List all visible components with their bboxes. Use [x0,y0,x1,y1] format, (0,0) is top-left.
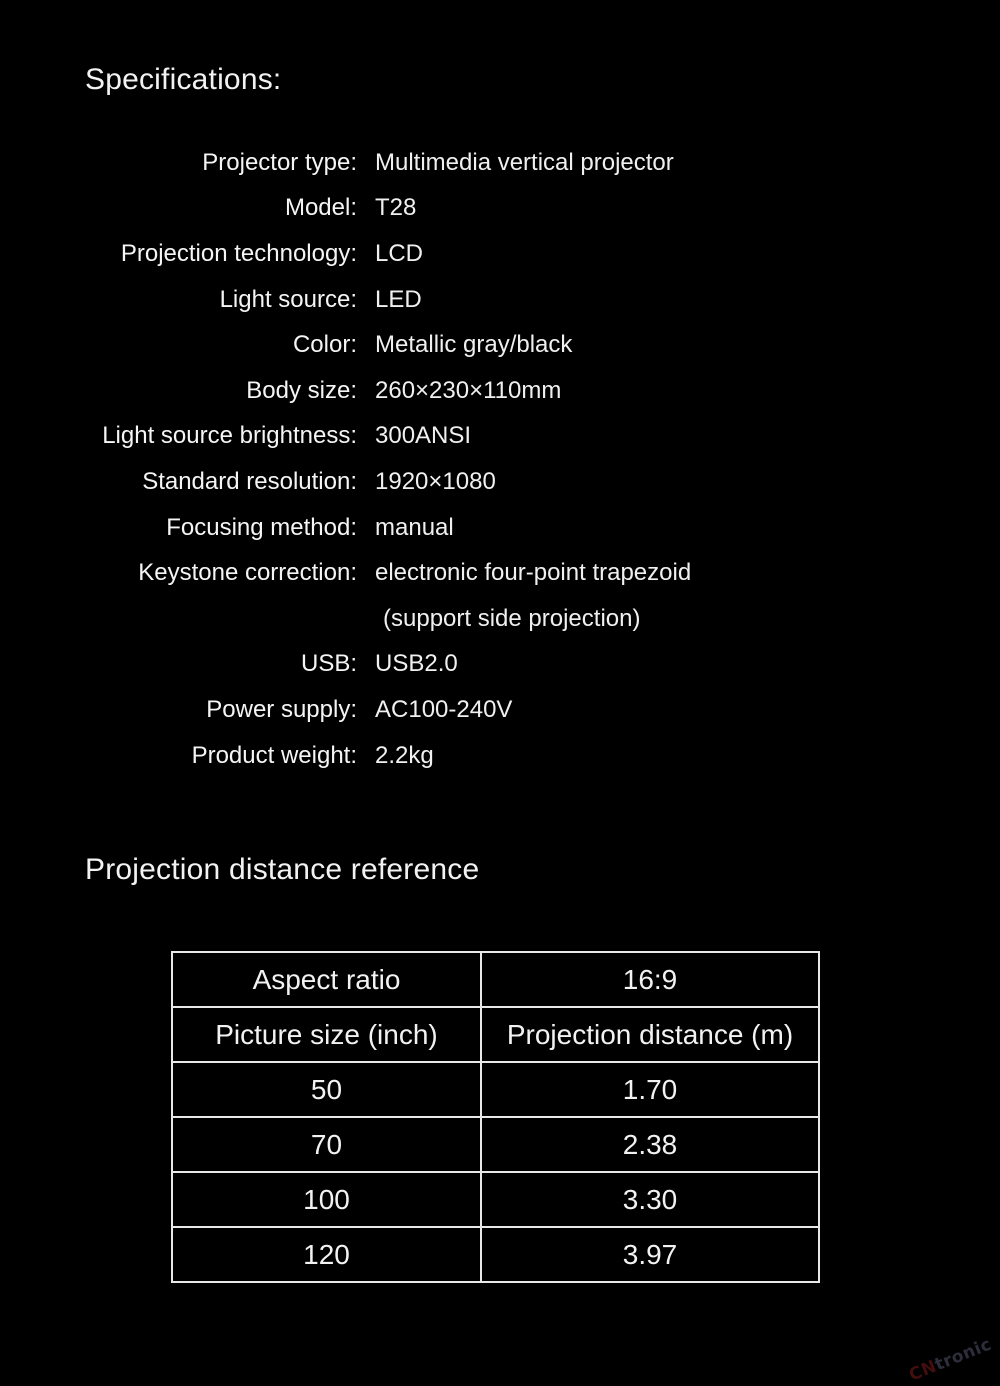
spec-row-color [0,322,1000,368]
spec-value: 2.2kg [375,741,434,769]
aspect-ratio-value: 16:9 [481,952,819,1007]
spec-row-brightness [0,414,1000,460]
distance-cell: 3.30 [481,1172,819,1227]
spec-value: Metallic gray/black [375,331,573,359]
picture-size-cell: 50 [172,1062,481,1117]
picture-size-header: Picture size (inch) [172,1007,481,1062]
spec-value: 1920×1080 [375,467,496,495]
spec-row-keystone-correction [0,550,1000,596]
spec-value: 260×230×110mm [375,376,562,404]
table-row [172,1227,819,1282]
spec-row-light-source [0,277,1000,323]
spec-label: Focusing method: [166,513,357,541]
distance-cell: 3.97 [481,1227,819,1282]
spec-label: Projector type: [202,148,357,176]
projection-distance-title: Projection distance reference [85,853,480,886]
specifications-title: Specifications: [85,63,282,96]
spec-value: LED [375,285,422,313]
picture-size-cell: 70 [172,1117,481,1172]
spec-value: USB2.0 [375,650,458,678]
projection-distance-table [171,951,820,1283]
distance-cell: 2.38 [481,1117,819,1172]
spec-label: Light source: [219,285,357,313]
table-row [172,1117,819,1172]
spec-row-power-supply [0,687,1000,733]
table-row [172,1062,819,1117]
spec-label: Body size: [246,376,357,404]
spec-list [0,140,1000,778]
spec-label: Light source brightness: [102,422,357,450]
spec-row-projection-technology [0,231,1000,277]
table-row-aspect [172,952,819,1007]
spec-label: Product weight: [191,741,357,769]
spec-label: USB: [300,650,357,678]
spec-row-body-size [0,368,1000,414]
distance-cell: 1.70 [481,1062,819,1117]
table-header-row [172,1007,819,1062]
spec-label: Power supply: [206,695,357,723]
spec-label: Standard resolution: [142,467,357,495]
spec-label: Color: [292,331,357,359]
spec-value: T28 [375,194,417,222]
projection-distance-header: Projection distance (m) [481,1007,819,1062]
spec-row-resolution [0,459,1000,505]
spec-row-usb [0,642,1000,688]
watermark-part1: CN [906,1356,940,1386]
spec-value: AC100-240V [375,695,513,723]
spec-label: Projection technology: [120,239,357,267]
watermark-logo [906,1334,994,1385]
spec-label: Model: [284,194,357,222]
spec-row-model [0,186,1000,232]
spec-row-focusing-method [0,505,1000,551]
spec-value: 300ANSI [375,422,472,450]
watermark-part2: tronic [932,1334,995,1376]
spec-value: electronic four-point trapezoid [375,559,692,587]
picture-size-cell: 120 [172,1227,481,1282]
aspect-ratio-label: Aspect ratio [172,952,481,1007]
spec-value: (support side projection) [383,604,641,632]
spec-row-keystone-continuation [0,596,1000,642]
spec-value: manual [375,513,454,541]
spec-value: Multimedia vertical projector [375,148,674,176]
table-row [172,1172,819,1227]
spec-value: LCD [375,239,424,267]
spec-row-product-weight [0,733,1000,779]
spec-row-projector-type [0,140,1000,186]
spec-label: Keystone correction: [138,559,357,587]
picture-size-cell: 100 [172,1172,481,1227]
